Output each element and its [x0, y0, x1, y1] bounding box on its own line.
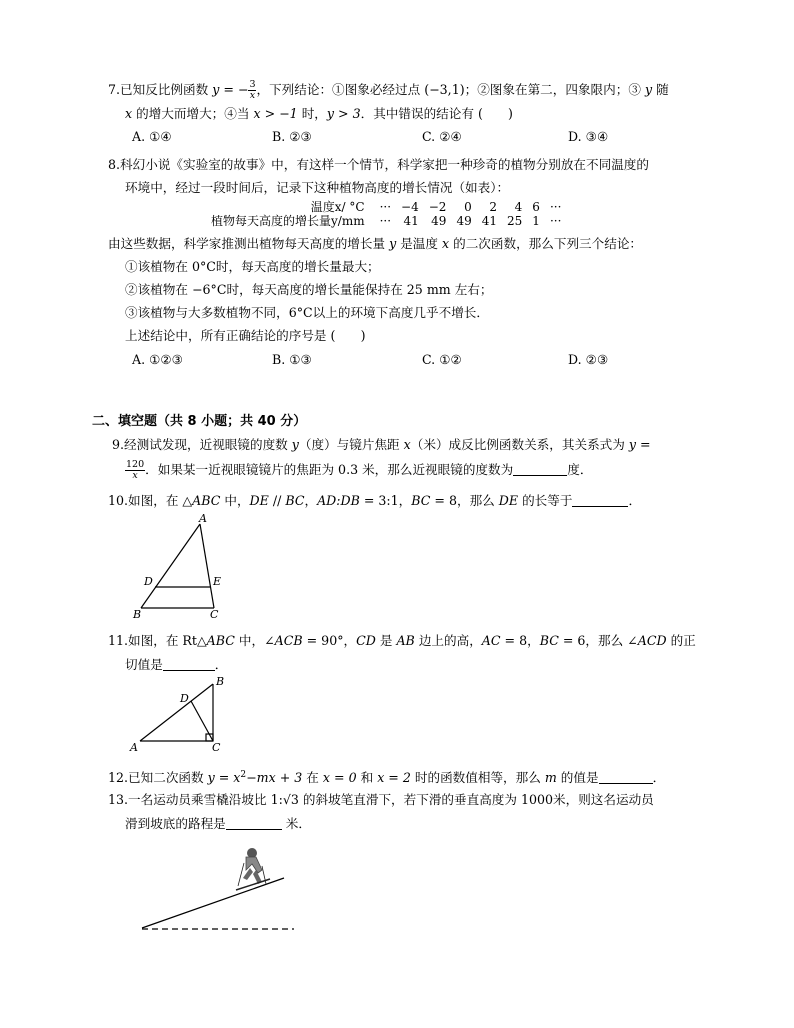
q8-line1: 8.科幻小说《实验室的故事》中，有这样一个情节，科学家把一种珍奇的植物分别放在不同温度的 — [108, 157, 649, 172]
q9-fraction: $\frac{120}{x}$ — [126, 459, 145, 481]
q9-line1: 9.经测试发现，近视眼镜的度数 y（度）与镜片焦距 x（米）成反比例函数关系，其关系式为 y = — [112, 437, 651, 452]
q8-ask: 上述结论中，所有正确结论的序号是 ( ) — [125, 328, 366, 343]
q7-fraction: $\frac{3}{x}$ — [249, 79, 256, 101]
q7-line1: 7.已知反比例函数 y = − $\frac{3}{x}$ ，下列结论：①图象必经过点 (−3,1)；②图象在第二，四象限内；③ y 随 — [108, 79, 669, 101]
q11-answer-blank[interactable] — [163, 658, 215, 671]
altitude-cd — [191, 701, 213, 741]
q7-option-d[interactable]: D. ③④ — [568, 129, 609, 144]
q7-option-b[interactable]: B. ②③ — [272, 129, 312, 144]
q11-line1: 11.如图，在 Rt△ABC 中，∠ACB = 90°，CD 是 AB 边上的高，AC = 8，BC = 6，那么 ∠ACD 的正 — [108, 633, 696, 648]
q8-option-d[interactable]: D. ②③ — [568, 352, 609, 367]
table-row: 植物每天高度的增长量y/mm ··· 41 49 49 41 25 1 ··· — [206, 214, 566, 228]
q7-option-c[interactable]: C. ②④ — [422, 129, 462, 144]
q8-conclusion-2: ②该植物在 −6°C时，每天高度的增长量能保持在 25 mm 左右； — [125, 282, 493, 297]
label-b: B — [133, 608, 142, 621]
q12-number: 12. — [108, 770, 129, 786]
q8-option-a[interactable]: A. ①②③ — [132, 352, 183, 367]
table-row: 温度x/ °C ··· −4 −2 0 2 4 6 ··· — [206, 200, 566, 214]
q8-line3: 由这些数据，科学家推测出植物每天高度的增长量 y 是温度 x 的二次函数，那么下列三个结论： — [108, 236, 643, 251]
q9-line2: $\frac{120}{x}$ ．如果某一近视眼镜镜片的焦距为 0.3 米，那么近视眼镜的度数为 度． — [126, 459, 593, 481]
side-ab — [141, 524, 200, 608]
q13-number: 13. — [108, 792, 129, 807]
growth-row-label: 植物每天高度的增长量y/mm — [211, 214, 365, 228]
q11-number: 11. — [108, 633, 129, 648]
q11-line2: 切值是 ． — [125, 657, 228, 672]
q12-answer-blank[interactable] — [599, 771, 653, 784]
q7-number: 7. — [108, 82, 121, 97]
slope-line — [142, 878, 284, 928]
q13-slope-figure — [142, 848, 294, 929]
label-a: A — [199, 512, 207, 525]
skier-icon — [236, 848, 270, 890]
label-c: C — [210, 608, 219, 621]
q12-line: 12.已知二次函数 $y = x^2-mx + 3$ 在 x = 0 和 x = 2 时的函数值相等，那么 m 的值是 ． — [108, 770, 666, 786]
side-ab-11 — [140, 684, 213, 741]
section-heading: 二、填空题（共 8 小题；共 40 分） — [92, 414, 307, 429]
q7-option-a[interactable]: A. ①④ — [132, 129, 172, 144]
q10-line1: 10.如图，在 △ABC 中，DE // BC，AD:DB = 3:1，BC = 8，那么 DE 的长等于 ． — [108, 493, 642, 508]
q7-line2: x 的增大而增大；④当 x > −1 时，y > 3．其中错误的结论有 ( ) — [125, 106, 513, 121]
label-b-11: B — [216, 675, 225, 688]
q13-line2: 滑到坡底的路程是 米． — [125, 816, 311, 831]
side-ac — [200, 524, 214, 608]
label-c-11: C — [212, 741, 221, 754]
q9-number: 9. — [112, 437, 125, 452]
label-e: E — [213, 575, 222, 588]
q13-answer-blank[interactable] — [226, 817, 282, 830]
q8-option-c[interactable]: C. ①② — [422, 352, 462, 367]
q8-line2: 环境中，经过一段时间后，记录下这种植物高度的增长情况（如表）： — [125, 180, 510, 195]
label-d-11: D — [180, 692, 189, 705]
label-d: D — [144, 575, 153, 588]
q8-number: 8. — [108, 157, 121, 172]
q10-number: 10. — [108, 493, 129, 508]
temperature-row-label: 温度x/ °C — [310, 200, 365, 214]
label-a-11: A — [130, 741, 138, 754]
q8-conclusion-1: ①该植物在 0°C时，每天高度的增长量最大； — [125, 259, 380, 274]
q8-conclusion-3: ③该植物与大多数植物不同，6°C以上的环境下高度几乎不增长． — [125, 305, 489, 320]
q8-option-b[interactable]: B. ①③ — [272, 352, 312, 367]
q13-line1: 13.一名运动员乘雪橇沿坡比 1:√3 的斜坡笔直滑下，若下滑的垂直高度为 1000米，则这名运动员 — [108, 792, 654, 807]
